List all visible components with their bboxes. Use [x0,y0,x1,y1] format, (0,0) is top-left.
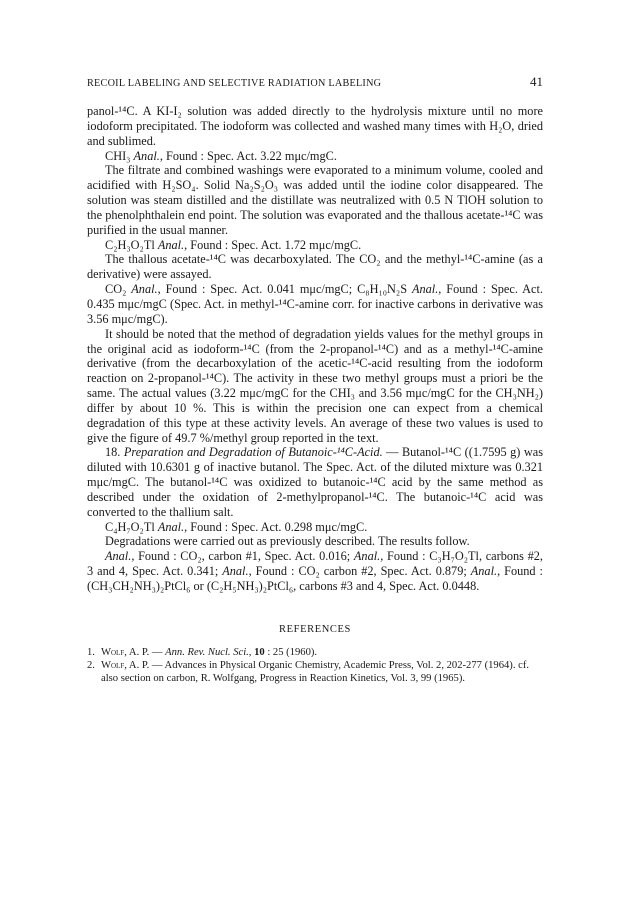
analysis-line: CHI₃ Anal., Found : Spec. Act. 3.22 mμc/mgC. [105,148,337,163]
running-title: RECOIL LABELING AND SELECTIVE RADIATION LABELING [87,78,382,89]
section-paragraph: 18. Preparation and Degradation of Butanoic-¹⁴C-Acid. — Butanol-¹⁴C ((1.7595 g) was diluted with 10.6301 g of inactive butanol. The Spec. Act. of the diluted mixture was 0.321 mμc/mgC. The butanol-¹⁴C was oxidized to butanoic-¹⁴C acid by the same method as described under the oxidation of 2-methylpropanol-¹⁴C. The butanoic-¹⁴C acid was converted to the thallium salt. [87,445,543,519]
analysis-line: C₄H₇O₂Tl Anal., Found : Spec. Act. 0.298 mμc/mgC. [105,519,368,534]
document-page [87,74,543,686]
body-text [87,104,543,594]
section-heading: Preparation and Degradation of Butanoic-¹⁴C-Acid. [123,445,383,460]
reference-author: Wolf, A. P. [101,646,150,658]
reference-author: Wolf, A. P. [101,659,150,671]
analysis-line: C₂H₃O₂Tl Anal., Found : Spec. Act. 1.72 mμc/mgC. [105,237,362,252]
references-title: REFERENCES [279,623,351,635]
paragraph: The filtrate and combined washings were evaporated to a minimum volume, cooled and acidified with H₂SO₄. Solid Na₂S₂O₃ was added until the iodine color disappeared. The solution was steam distilled and the distillate was neutralized with 0.5 N TlOH solution to the phenolphthalein end point. The solution was evaporated and the thallous acetate-¹⁴C was purified in the usual manner. [87,163,543,237]
running-header [87,74,543,90]
reference-item: 2. Wolf, A. P. — Advances in Physical Organic Chemistry, Academic Press, Vol. 2, 202-277 (1964). cf. also section on carbon, R. Wolfgang, Progress in Reaction Kinetics, Vol. 3, 99 (1965). [87,659,529,684]
reference-item: 1. Wolf, A. P. — Ann. Rev. Nucl. Sci., 10 : 25 (1960). [87,646,318,658]
paragraph: It should be noted that the method of degradation yields values for the methyl groups in the original acid as iodoform-¹⁴C (from the 2-propanol-¹⁴C) and as a methyl-¹⁴C-amine derivative (from the decarboxylation of the acetic-¹⁴C-acid resulting from the iodoform reaction on 2-propanol-¹⁴C). The activity in these two methyl groups must a priori be the same. The actual values (3.22 mμc/mgC for the CHI₃ and 3.56 mμc/mgC for the CH₃NH₂) differ by about 10 %. This is within the precision one can expect from a chemical degradation of this type at these activity levels. An average of these two values is used to give the figure of 49.7 %/methyl group reported in the text. [87,326,543,445]
page-number: 41 [530,74,543,89]
results-paragraph: Anal., Found : CO₂, carbon #1, Spec. Act. 0.016; Anal., Found : C₃H₇O₂Tl, carbons #2, 3 and 4, Spec. Act. 0.341; Anal., Found : CO₂ carbon #2, Spec. Act. 0.879; Anal., Found : (CH₃CH₂NH₃)₂PtCl₆ or (C₂H₅NH₃)₂PtCl₆, carbons #3 and 4, Spec. Act. 0.0448. [87,549,544,593]
paragraph: The thallous acetate-¹⁴C was decarboxylated. The CO₂ and the methyl-¹⁴C-amine (as a derivative) were assayed. [87,252,543,282]
paragraph: panol-¹⁴C. A KI-I₂ solution was added directly to the hydrolysis mixture until no more iodoform precipitated. The iodoform was collected and washed many times with H₂O, dried and sublimed. [87,104,543,148]
paragraph: Degradations were carried out as previously described. The results follow. [105,534,470,549]
analysis-line: CO₂ Anal., Found : Spec. Act. 0.041 mμc/mgC; C₈H₁₀N₂S Anal., Found : Spec. Act. 0.435 mμc/mgC (Spec. Act. in methyl-¹⁴C-amine corr. for inactive carbons in derivative was 3.56 mμc/mgC). [87,282,543,326]
reference-journal: Ann. Rev. Nucl. Sci. [165,646,249,658]
references-list [87,647,543,686]
reference-volume: 10 [254,646,265,658]
